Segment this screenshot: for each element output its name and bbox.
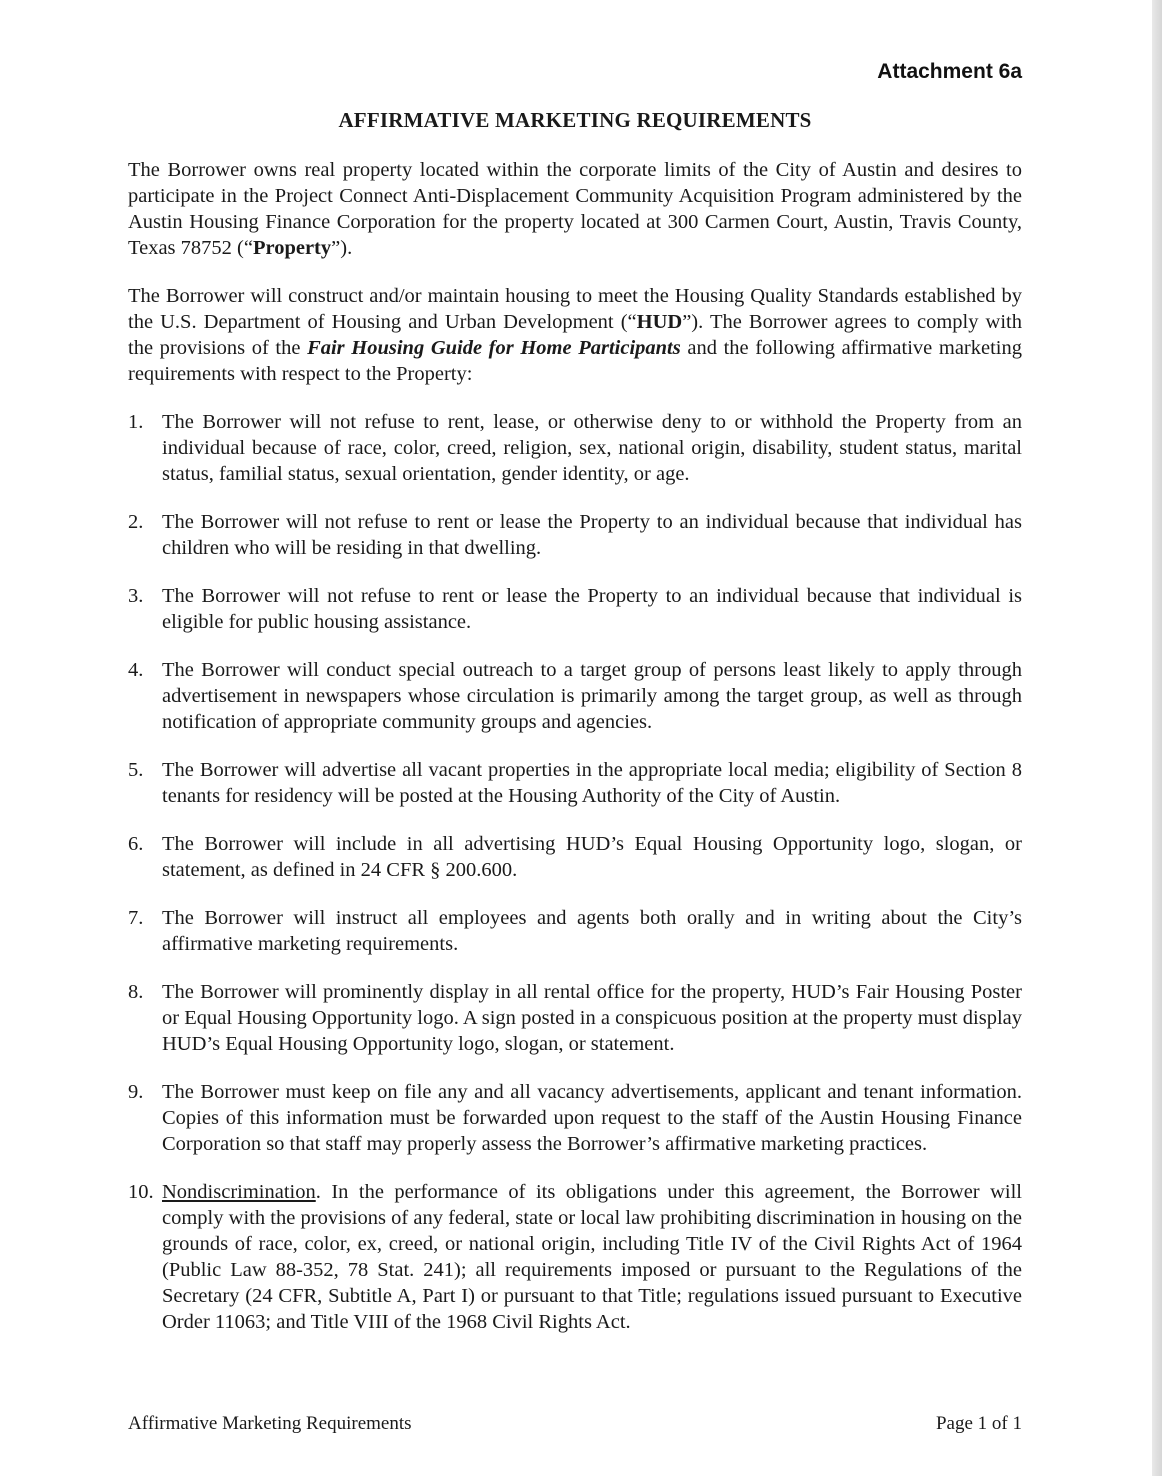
list-item (128, 657, 1022, 735)
list-item (128, 1079, 1022, 1157)
item-text: The Borrower will prominently display in all rental office for the property, HUD’s Fair Housing Poster or Equal Housing Opportunity logo. A sign posted in a conspicuous position at the property must display HUD’s Equal Housing Opportunity logo, slogan, or statement. (162, 981, 1022, 1055)
footer-page-number: Page 1 of 1 (935, 1413, 1022, 1434)
item-number: 4. (128, 659, 144, 681)
list-item (128, 979, 1022, 1057)
nondiscrimination-heading: Nondiscrimination (162, 1181, 316, 1203)
page-edge (1152, 0, 1162, 1476)
attachment-label: Attachment 6a (877, 60, 1022, 83)
item-text: The Borrower will advertise all vacant properties in the appropriate local media; eligibility of Section 8 tenants for residency will be posted at the Housing Authority of the City of Austin. (162, 759, 1022, 807)
item-number: 10. (128, 1181, 154, 1203)
item-text: The Borrower will not refuse to rent or lease the Property to an individual because that individual is eligible for public housing assistance. (162, 585, 1022, 633)
footer-document-name: Affirmative Marketing Requirements (128, 1413, 412, 1434)
item-text: The Borrower will conduct special outreach to a target group of persons least likely to apply through advertisement in newspapers whose circulation is primarily among the target group, as well as through notification of appropriate community groups and agencies. (162, 659, 1022, 733)
intro-p2-mid: ”). The Borrower agrees to comply with the provisions of the (128, 311, 1023, 359)
list-item (128, 409, 1022, 487)
item-number: 6. (128, 833, 144, 855)
intro-p1-end: ”). (331, 237, 353, 259)
item-number: 2. (128, 511, 144, 533)
intro-p1-text: The Borrower owns real property located within the corporate limits of the City of Austin and desires to participate in the Project Connect Anti-Displacement Community Acquisition Program administered by the Austin Housing Finance Corporation for the property located at 300 Carmen Court, Austin, Travis County, Texas 78752 (“ (128, 159, 1022, 259)
list-item (128, 757, 1022, 809)
list-item (128, 905, 1022, 957)
item-number: 7. (128, 907, 144, 929)
item-number: 5. (128, 759, 144, 781)
intro-paragraph-2 (128, 283, 1022, 387)
requirements-list (128, 409, 1022, 1335)
list-item (128, 1179, 1022, 1335)
list-item (128, 583, 1022, 635)
document-body (128, 157, 1022, 1357)
item-text: The Borrower must keep on file any and all vacancy advertisements, applicant and tenant information. Copies of this information must be forwarded upon request to the staff of the Austin Housing Finance Corporation so that staff may properly assess the Borrower’s affirmative marketing practices. (162, 1081, 1022, 1155)
page-footer (128, 1413, 1022, 1435)
item-text: The Borrower will instruct all employees and agents both orally and in writing about the City’s affirmative marketing requirements. (162, 907, 1022, 955)
item-text: . In the performance of its obligations under this agreement, the Borrower will comply with the provisions of any federal, state or local law prohibiting discrimination in housing on the grounds of race, color, ex, creed, or national origin, including Title IV of the Civil Rights Act of 1964 (Public Law 88-352, 78 Stat. 241); all requirements imposed or pursuant to the Regulations of the Secretary (24 CFR, Subtitle A, Part I) or pursuant to that Title; regulations issued pursuant to Executive Order 11063; and Title VIII of the 1968 Civil Rights Act. (162, 1181, 1022, 1333)
property-term: Property (252, 237, 332, 259)
item-text: The Borrower will not refuse to rent or lease the Property to an individual because that individual has children who will be residing in that dwelling. (162, 511, 1022, 559)
intro-paragraph-1 (128, 157, 1022, 261)
list-item (128, 509, 1022, 561)
item-text: The Borrower will include in all advertising HUD’s Equal Housing Opportunity logo, slogan, or statement, as defined in 24 CFR § 200.600. (162, 833, 1022, 881)
intro-p2-text: The Borrower will construct and/or maintain housing to meet the Housing Quality Standards established by the U.S. Department of Housing and Urban Development (“ (128, 285, 1022, 333)
fair-housing-guide-title: Fair Housing Guide for Home Participants (307, 337, 681, 359)
item-number: 3. (128, 585, 144, 607)
document-title: AFFIRMATIVE MARKETING REQUIREMENTS (338, 108, 812, 132)
item-number: 1. (128, 411, 144, 433)
hud-term: HUD (636, 311, 683, 333)
intro-p2-end: and the following affirmative marketing requirements with respect to the Property: (128, 337, 1022, 385)
item-text: The Borrower will not refuse to rent, lease, or otherwise deny to or withhold the Property from an individual because of race, color, creed, religion, sex, national origin, disability, student status, marital status, familial status, sexual orientation, gender identity, or age. (162, 411, 1022, 485)
item-number: 9. (128, 1081, 144, 1103)
item-number: 8. (128, 981, 144, 1003)
list-item (128, 831, 1022, 883)
